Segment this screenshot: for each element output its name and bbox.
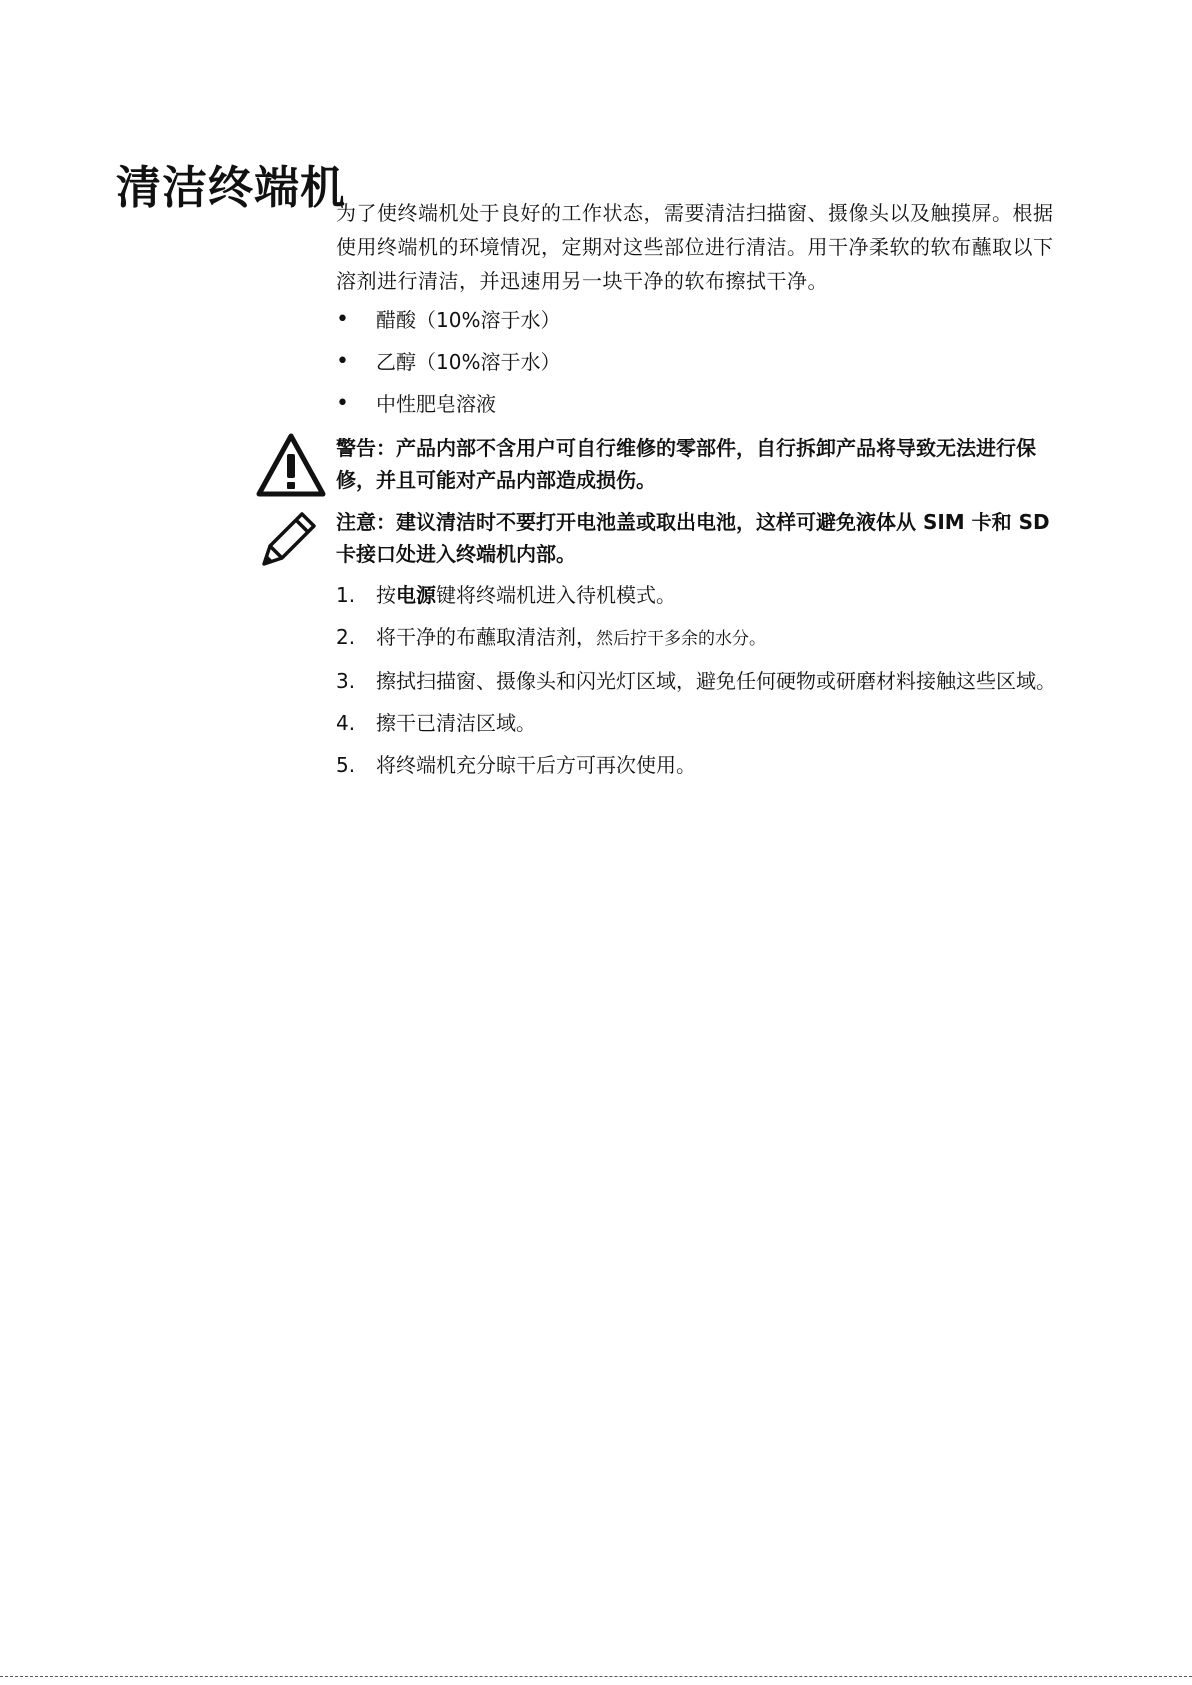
list-item	[336, 348, 1056, 376]
step-item	[336, 664, 1056, 698]
power-key-label: 电源	[396, 583, 436, 607]
step-text: 按	[376, 583, 396, 607]
warning-text: 警告：产品内部不含用户可自行维修的零部件，自行拆卸产品将导致无法进行保修，并且可能对产品内部造成损伤。	[336, 436, 1036, 492]
list-item-text: 醋酸（10%溶于水）	[376, 308, 561, 332]
solvent-list	[336, 306, 1056, 418]
pencil-icon	[256, 506, 322, 581]
step-number: 4.	[336, 711, 356, 735]
note-callout	[336, 506, 1056, 570]
step-text: 将终端机充分晾干后方可再次使用。	[376, 753, 696, 777]
page-title: 清洁终端机	[116, 161, 347, 215]
list-item	[336, 306, 1056, 334]
bullet-icon: •	[336, 391, 349, 416]
step-item	[336, 706, 1056, 740]
step-number: 3.	[336, 669, 356, 693]
step-text: 擦干已清洁区域。	[376, 711, 536, 735]
note-text: 注意：建议清洁时不要打开电池盖或取出电池，这样可避免液体从 SIM 卡和 SD 卡接口处进入终端机内部。	[336, 510, 1050, 566]
page-bottom-divider	[0, 1676, 1192, 1677]
bullet-icon: •	[336, 349, 349, 374]
warning-callout	[336, 432, 1056, 496]
list-item	[336, 390, 1056, 418]
cleaning-steps	[336, 578, 1056, 782]
step-text: 然后拧干多余的水分。	[596, 629, 766, 649]
step-text: 擦拭扫描窗、摄像头和闪光灯区域，避免任何硬物或研磨材料接触这些区域。	[376, 669, 1056, 693]
step-text: 将干净的布蘸取清洁剂，	[376, 625, 596, 649]
step-number: 1.	[336, 583, 356, 607]
step-item	[336, 620, 1056, 656]
step-number: 5.	[336, 753, 356, 777]
warning-triangle-icon	[256, 432, 326, 507]
intro-paragraph: 为了使终端机处于良好的工作状态，需要清洁扫描窗、摄像头以及触摸屏。根据使用终端机的环境情况，定期对这些部位进行清洁。用干净柔软的软布蘸取以下溶剂进行清洁，并迅速用另一块干净的软布擦拭干净。	[336, 201, 1054, 293]
list-item-text: 中性肥皂溶液	[376, 392, 496, 416]
document-body	[336, 196, 1056, 790]
list-item-text: 乙醇（10%溶于水）	[376, 350, 561, 374]
step-text: 键将终端机进入待机模式。	[436, 583, 676, 607]
step-item	[336, 578, 1056, 612]
step-item	[336, 748, 1056, 782]
step-number: 2.	[336, 625, 356, 649]
bullet-icon: •	[336, 307, 349, 332]
